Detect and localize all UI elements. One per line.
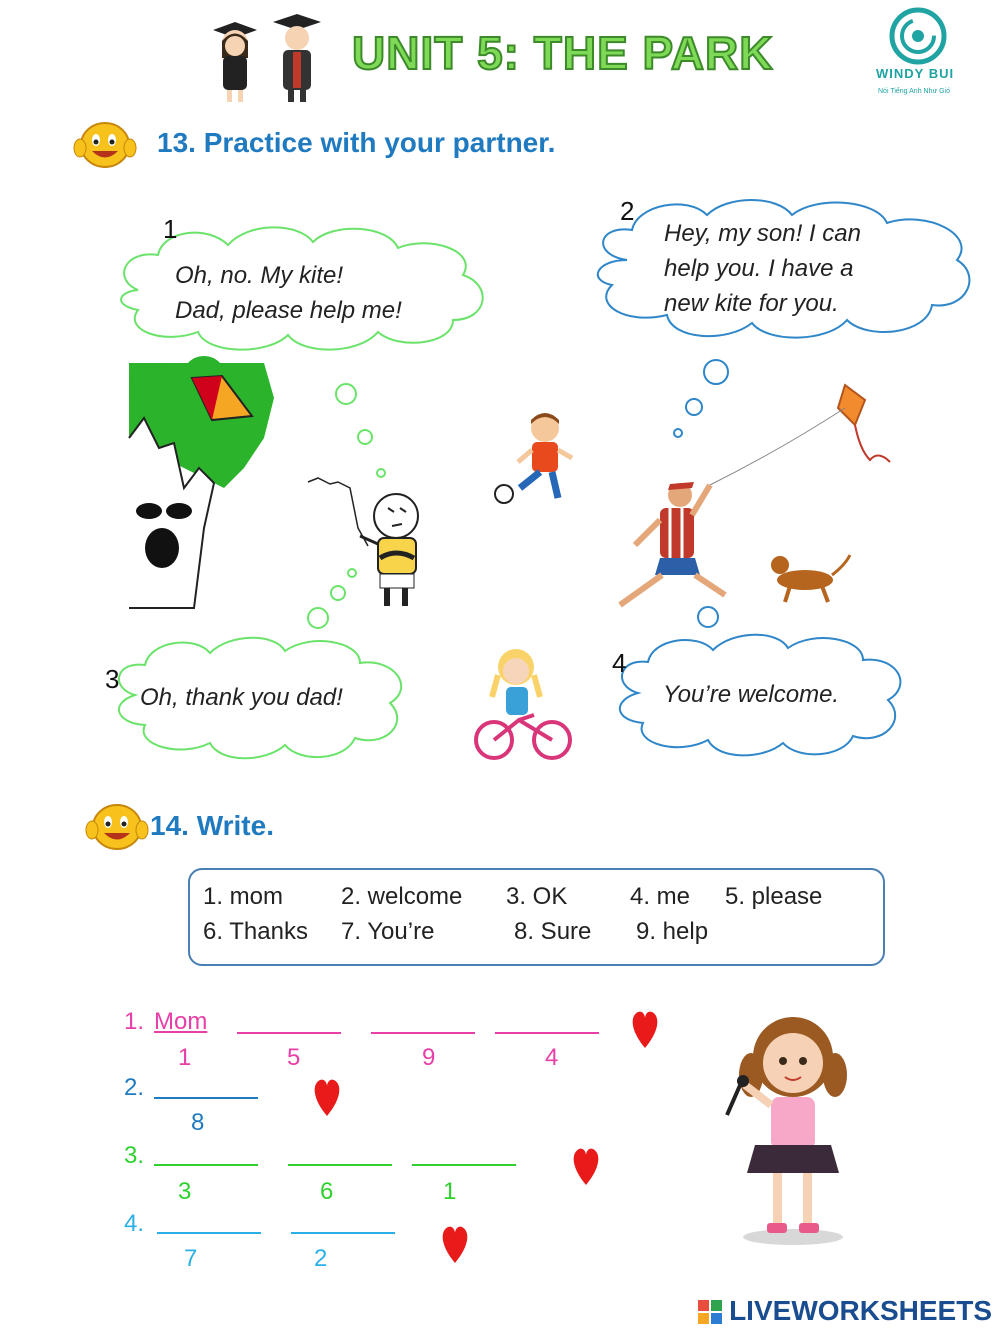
bubble-4-number: 4 [612,648,627,678]
bubble-1-line-2: Dad, please help me! [175,297,402,324]
page-title: UNIT 5: THE PARK [352,27,774,79]
bubble-3-number: 3 [105,664,120,694]
answer-4-blank-2[interactable] [291,1232,395,1234]
answer-3-blank-2[interactable] [288,1164,392,1166]
answer-3-blank-1[interactable] [154,1164,258,1166]
smiley-thumbs-up-icon [86,800,148,852]
boy-illustration [308,478,423,613]
answer-4-hint-number: 7 [184,1245,198,1272]
heart-icon [312,1076,342,1118]
bubble-1-line-1: Oh, no. My kite! [175,262,344,289]
heart-icon [630,1008,660,1050]
answer-3-blank-3[interactable] [412,1164,516,1166]
bubble-1-number: 1 [163,214,178,244]
answer-1-blank-4[interactable] [495,1032,599,1034]
word-bank-item: 5. please [725,883,823,910]
word-bank-item: 8. Sure [514,918,592,945]
section-14-heading: 14. Write. [150,810,274,841]
word-bank-item: 4. me [630,883,691,910]
answer-1-label: 1. [124,1008,145,1035]
dad-with-kite-and-dog-illustration [600,380,900,620]
section-13-heading: 13. Practice with your partner. [157,127,556,158]
bubble-2-number: 2 [620,196,635,226]
bubble-3-line-1: Oh, thank you dad! [140,684,343,711]
word-bank-item: 9. help [636,918,709,945]
answer-1-blank-3[interactable] [371,1032,475,1034]
liveworksheets-logo-icon [698,1300,722,1324]
answer-2-label: 2. [124,1074,145,1101]
answer-4-blank-1[interactable] [157,1232,261,1234]
heart-icon [571,1145,601,1187]
word-bank-item: 6. Thanks [203,918,308,945]
answer-1-blank-2[interactable] [237,1032,341,1034]
answer-1-hint-number: 9 [422,1044,436,1071]
bubble-2-line-1: Hey, my son! I can [664,220,861,247]
logo-tagline: Nói Tiếng Anh Như Gió [878,88,951,95]
answer-1-hint-number: 1 [178,1044,192,1071]
answer-4-label: 4. [124,1210,145,1237]
soccer-boy-illustration [490,410,585,510]
bubble-2-line-2: help you. I have a [664,255,854,282]
answer-2-hint-number: 8 [191,1109,205,1136]
footer-brand: LIVEWORKSHEETS [729,1295,992,1326]
word-bank-item: 1. mom [203,883,284,910]
answer-3-hint-number: 6 [320,1178,334,1205]
bubble-4-line-1: You’re welcome. [663,681,840,708]
answer-2-blank-1[interactable] [154,1097,258,1099]
answer-3-hint-number: 1 [443,1178,457,1205]
tree-with-kite-illustration [124,358,294,618]
heart-icon [440,1223,470,1265]
answer-1-hint-number: 4 [545,1044,559,1071]
word-bank-item: 2. welcome [341,883,463,910]
singing-girl-illustration [715,1005,855,1250]
logo-name: WINDY BUI [876,66,955,81]
smiley-thumbs-up-icon [74,118,136,170]
graduates-illustration [205,8,320,108]
word-bank-item: 3. OK [506,883,568,910]
answer-4-hint-number: 2 [314,1245,328,1272]
bubble-2-line-3: new kite for you. [664,290,839,317]
answer-1-filled: Mom [154,1008,208,1035]
word-bank-item: 7. You’re [341,918,435,945]
answer-1-hint-number: 5 [287,1044,301,1071]
answer-3-label: 3. [124,1142,145,1169]
answer-3-hint-number: 3 [178,1178,192,1205]
windy-bui-logo [888,6,948,66]
girl-on-bike-illustration [474,645,574,767]
